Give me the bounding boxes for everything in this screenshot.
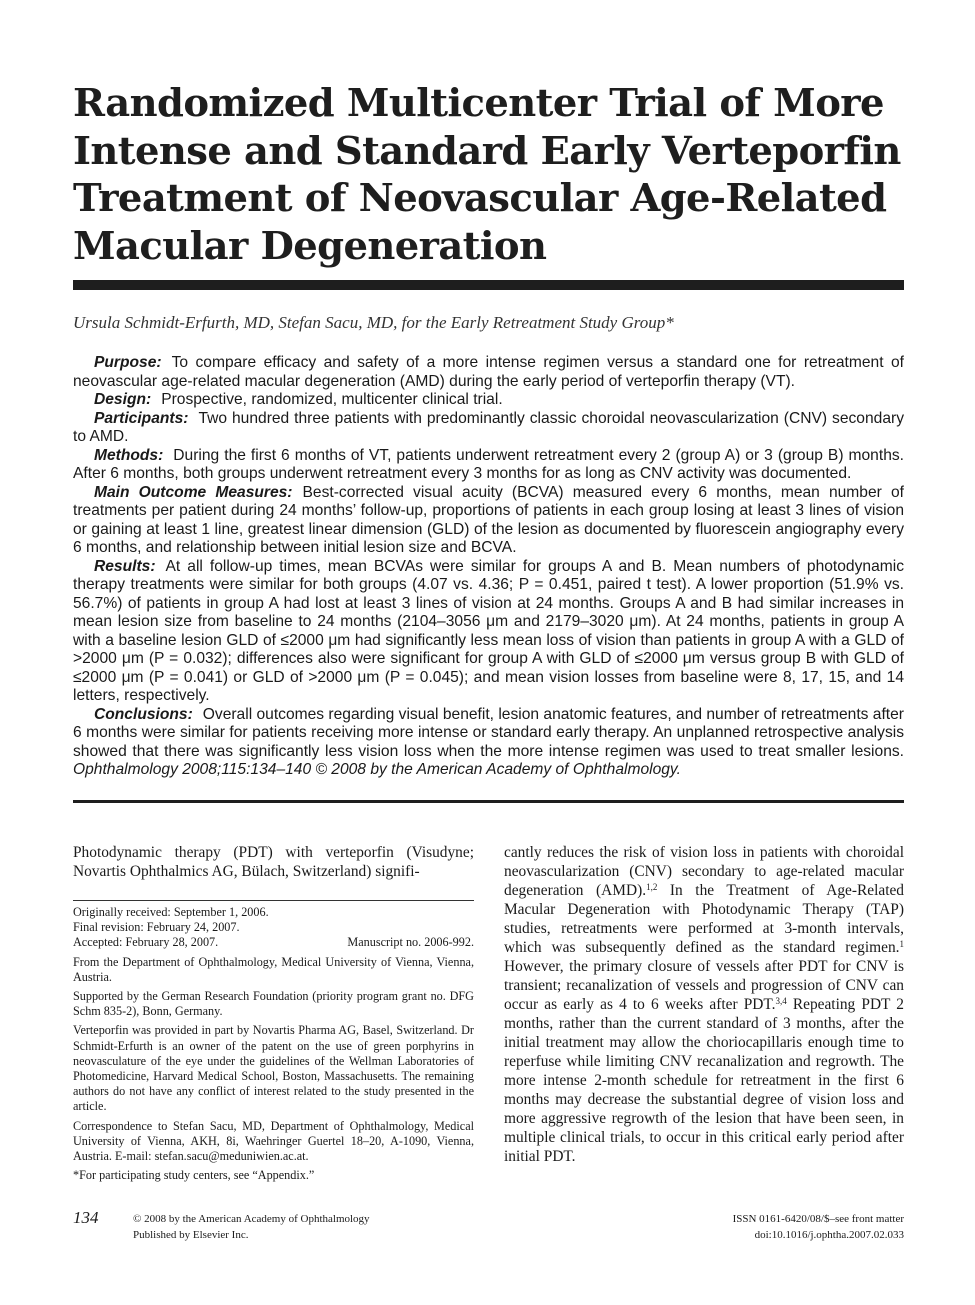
title-line: Intense and Standard Early Verteporfin — [73, 128, 901, 174]
footnotes — [73, 905, 474, 1187]
manuscript-number: Manuscript no. 2006-992. — [347, 935, 474, 950]
title-divider — [73, 280, 904, 290]
body-text: cantly reduces the risk of vision loss in patients with choroidal neovascularization (CNV) secondary to age-related macular degeneration (AMD). — [504, 844, 904, 899]
abstract — [73, 354, 904, 780]
footer-copyright — [133, 1212, 453, 1243]
reference-link[interactable]: 1 — [899, 939, 904, 949]
abstract-text: Best-corrected visual acuity (BCVA) measured every 6 months, mean number of treatments per patient during 24 months’ follow-up, proportions of patients in each group losing at least 3 lines of vision or gaining at least 1 line, greatest linear dimension (GLD) of the lesion as documented by fluorescein angiography every 6 months, and relationship between initial lesion size and BCVA. — [73, 483, 904, 556]
abstract-label: Main Outcome Measures: — [94, 483, 293, 501]
title-line: Treatment of Neovascular Age-Related — [73, 176, 887, 221]
abstract-label: Participants: — [94, 409, 189, 427]
page-number: 134 — [73, 1208, 99, 1227]
author-line: Ursula Schmidt-Erfurth, MD, Stefan Sacu, MD, for the Early Retreatment Study Group* — [73, 313, 674, 332]
copyright-line: © 2008 by the American Academy of Ophthalmology — [133, 1213, 370, 1225]
body-paragraph — [504, 843, 904, 1166]
abstract-text: To compare efficacy and safety of a more intense regimen versus a standard one for retreatment of neovascular age-related macular degeneration (AMD) during the early period of verteporfin therapy (VT). — [73, 354, 904, 390]
title-line: Macular Degeneration — [73, 223, 547, 269]
title-line: Randomized Multicenter Trial of More — [73, 81, 884, 126]
manuscript-dates — [73, 905, 474, 951]
footer-identifiers — [604, 1212, 904, 1243]
funding-note: Supported by the German Research Foundation (priority program grant no. DFG Schm 835-2), Bonn, Germany. — [73, 989, 474, 1019]
abstract-participants — [73, 410, 904, 447]
body-text: In the Treatment of Age-Related Macular Degeneration with Photodynamic Therapy (TAP) studies, retreatments were performed at 3-month intervals, which was subsequently defined as the standard regimen. — [504, 882, 904, 956]
article-title — [73, 80, 913, 270]
abstract-label: Methods: — [94, 446, 164, 464]
abstract-conclusions — [73, 706, 904, 780]
body-text: However, the primary closure of vessels after PDT for CNV is transient; recanalization of vessels and progression of CNV can occur as early as 4 to 6 weeks after PDT. — [504, 958, 904, 1013]
abstract-purpose — [73, 354, 904, 391]
body-column-left — [73, 843, 474, 881]
abstract-label: Design: — [94, 391, 152, 408]
revision-date: Final revision: February 24, 2007. — [73, 920, 240, 935]
disclosure-note: Verteporfin was provided in part by Novartis Pharma AG, Basel, Switzerland. Dr Schmidt-Erfurth is an owner of the patent on the use of green porphyrins in neovasculature of the eye under the guidelines of the Wellman Laboratories of Photomedicine, Harvard Medical School, Boston, Massachusetts. The remaining authors do not have any conflict of interest related to the study presented in the article. — [73, 1023, 474, 1114]
study-centers-note: *For participating study centers, see “Appendix.” — [73, 1168, 315, 1183]
abstract-label: Results: — [94, 557, 156, 575]
reference-link[interactable]: 1,2 — [646, 882, 658, 892]
abstract-results — [73, 558, 904, 706]
issn-line: ISSN 0161-6420/08/$–see front matter — [732, 1213, 904, 1225]
abstract-text: During the first 6 months of VT, patients underwent retreatment every 2 (group A) or 3 (group B) months. After 6 months, both groups underwent retreatment every 3 months for as long as CNV activity was documented. — [73, 446, 904, 482]
abstract-label: Purpose: — [94, 354, 162, 371]
abstract-text: Overall outcomes regarding visual benefit, lesion anatomic features, and number of retreatments after 6 months were similar for patients receiving more intense or standard early therapy. An unplanned retrospective analysis showed that there was significantly less vision loss when the more intense regimen was used to treat smaller lesions. — [73, 705, 904, 760]
accepted-line — [73, 935, 474, 950]
abstract-label: Conclusions: — [94, 705, 193, 723]
doi-line: doi:10.1016/j.ophtha.2007.02.033 — [754, 1228, 904, 1241]
abstract-text: Two hundred three patients with predominantly classic choroidal neovascularization (CNV) secondary to AMD. — [73, 409, 904, 445]
reference-link[interactable]: 3,4 — [775, 996, 787, 1006]
abstract-divider — [73, 800, 904, 803]
abstract-design — [73, 391, 904, 410]
abstract-methods — [73, 447, 904, 484]
body-text: Repeating PDT 2 months, rather than the current standard of 3 months, after the initial treatment may allow the choriocapillaris enough time to reperfuse while limiting CNV recanalization and regrowth. The more intense 2-month schedule for retreatment in the first 6 months may decrease the substantial degree of vision loss and more aggressive regrowth of the lesion that have been seen, in multiple clinical trials, to occur in this critical early period after initial PDT. — [504, 996, 904, 1165]
accepted-date: Accepted: February 28, 2007. — [73, 935, 219, 950]
affiliation-note: From the Department of Ophthalmology, Medical University of Vienna, Vienna, Austria. — [73, 954, 474, 984]
body-paragraph: Photodynamic therapy (PDT) with verteporfin (Visudyne; Novartis Ophthalmics AG, Bülach, Switzerland) signifi- — [73, 844, 474, 880]
footnote-divider — [73, 900, 474, 901]
received-date: Originally received: September 1, 2006. — [73, 905, 269, 919]
abstract-outcome-measures — [73, 484, 904, 558]
abstract-text: At all follow-up times, mean BCVAs were similar for groups A and B. Mean numbers of photodynamic therapy treatments were similar for both groups (4.07 vs. 4.36; P = 0.451, paired t test). A lower proportion (51.9% vs. 56.7%) of patients in group A had lost at least 3 lines of vision at 24 months. Groups A and B had similar increases in mean lesion size from baseline to 24 months (2104–3056 μm and 2179–3020 μm). At 24 months, patients in group A with a baseline lesion GLD of ≤2000 μm had significantly less mean loss of vision than patients in group A with a GLD of >2000 μm (P = 0.032); differences also were significant for group A with GLD of ≤2000 μm versus group B with GLD of ≤2000 μm (P = 0.041) or GLD of >2000 μm (P = 0.045); and mean vision losses from baseline were 8, 17, 15, and 14 letters, respectively. — [73, 557, 904, 704]
abstract-citation: Ophthalmology 2008;115:134–140 © 2008 by the American Academy of Ophthalmology. — [73, 761, 681, 778]
correspondence-note: Correspondence to Stefan Sacu, MD, Department of Ophthalmology, Medical University of Vienna, AKH, 8i, Waehringer Guertel 18–20, A-1090, Vienna, Austria. E-mail: stefan.sacu@meduniwien.ac.at. — [73, 1118, 474, 1164]
abstract-text: Prospective, randomized, multicenter clinical trial. — [161, 391, 503, 408]
body-column-right — [504, 843, 904, 1166]
publisher-line: Published by Elsevier Inc. — [133, 1228, 249, 1241]
